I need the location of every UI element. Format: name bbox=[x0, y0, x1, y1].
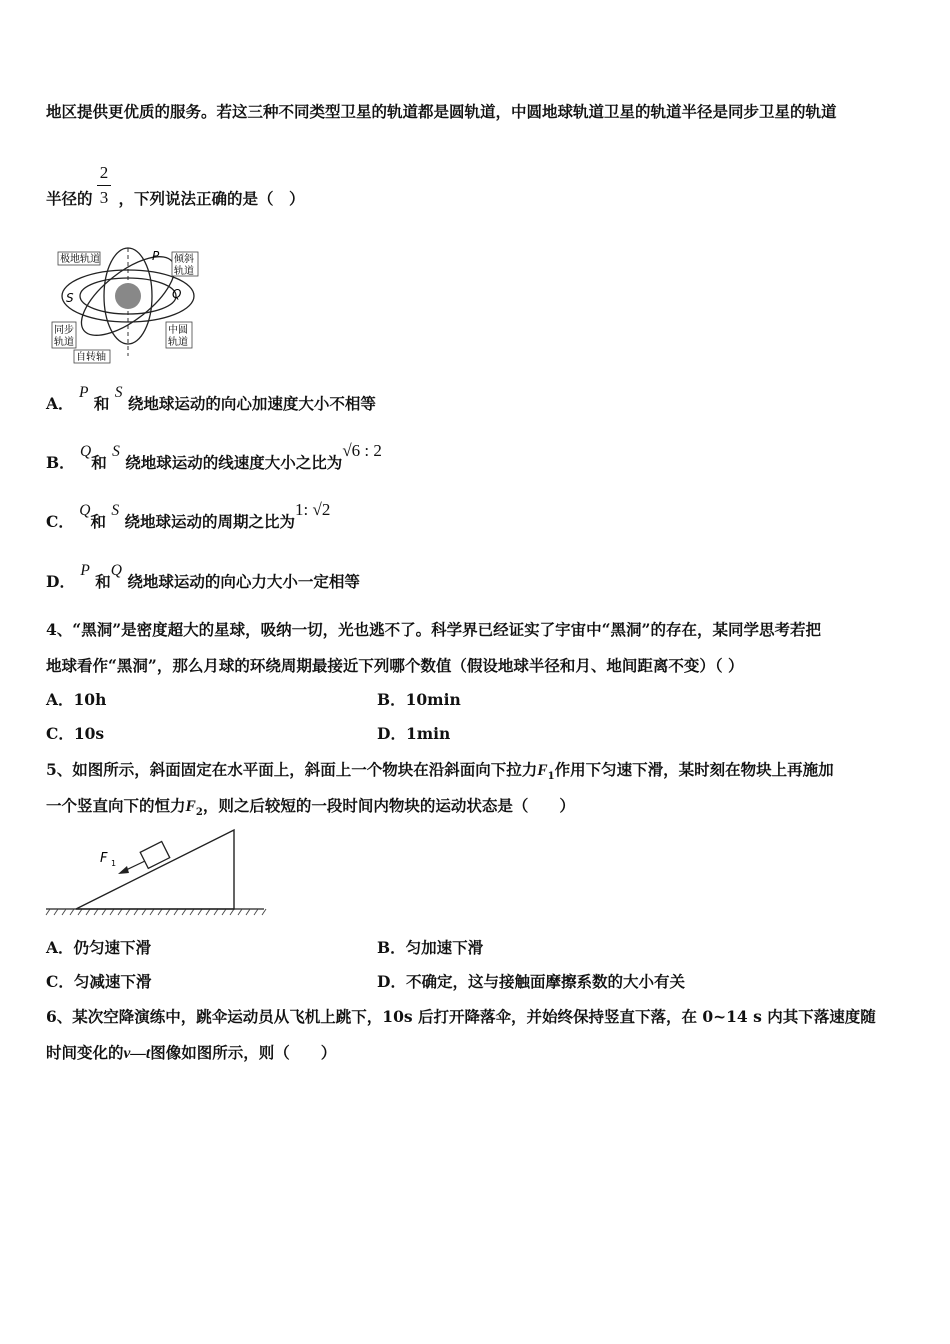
incline-surface bbox=[76, 830, 234, 909]
q3-option-a[interactable]: A． P 和 S 绕地球运动的向心加速度大小不相等 bbox=[46, 384, 376, 413]
svg-text:轨道: 轨道 bbox=[168, 337, 188, 348]
q4-line1: 4、“黑洞”是密度超大的星球，吸纳一切，光也逃不了。科学界已经证实了宇宙中“黑洞”的存在，某同学思考若把 bbox=[46, 620, 821, 639]
q5-line2: 一个竖直向下的恒力$F_2$，则之后较短的一段时间内物块的运动状态是（ ） bbox=[46, 796, 575, 819]
label-polar-orbit: 极地轨道 bbox=[60, 254, 100, 265]
q3-option-c[interactable]: C． Q和 S 绕地球运动的周期之比为1: √2 bbox=[46, 500, 331, 531]
q4-option-c[interactable]: C．10s bbox=[46, 724, 105, 743]
q5-option-d[interactable]: D．不确定，这与接触面摩擦系数的大小有关 bbox=[377, 972, 685, 991]
label-S: S bbox=[66, 291, 74, 305]
orbit-diagram bbox=[48, 246, 208, 366]
q3-option-b[interactable]: B． Q和 S 绕地球运动的线速度大小之比为√6 : 2 bbox=[46, 441, 382, 472]
label-P: P bbox=[152, 249, 160, 263]
q5-option-b[interactable]: B．匀加速下滑 bbox=[377, 938, 484, 957]
q4-option-a[interactable]: A．10h bbox=[46, 690, 107, 709]
q3-option-d[interactable]: D． P 和Q 绕地球运动的向心力大小一定相等 bbox=[46, 562, 360, 591]
force-label: F bbox=[100, 851, 108, 866]
label-inclined-orbit: 倾斜 bbox=[174, 254, 194, 265]
fraction-denominator: 3 bbox=[99, 188, 109, 207]
label-sync-orbit: 同步 bbox=[54, 325, 74, 336]
q5-option-c[interactable]: C．匀减速下滑 bbox=[46, 972, 152, 991]
q6-line2: 时间变化的v—t图像如图所示，则（ ） bbox=[46, 1043, 337, 1062]
q5-line1: 5、如图所示，斜面固定在水平面上，斜面上一个物块在沿斜面向下拉力$F_1$作用下匀速下滑，某时刻在物块上再施加 bbox=[46, 760, 834, 783]
force-label-subscript: 1 bbox=[111, 859, 117, 868]
q3-line2 bbox=[46, 189, 305, 209]
q3-line2-pre: 半径的 bbox=[46, 189, 93, 208]
incline-diagram bbox=[44, 826, 268, 918]
q3-line2-post: ，下列说法正确的是（ ） bbox=[118, 189, 305, 208]
q3-fraction bbox=[97, 163, 111, 208]
q4-line2: 地球看作“黑洞”，那么月球的环绕周期最接近下列哪个数值（假设地球半径和月、地间距离不变）（ ） bbox=[46, 656, 744, 675]
ground-hatch bbox=[46, 909, 266, 915]
q4-option-d[interactable]: D．1min bbox=[377, 724, 451, 743]
fraction-numerator: 2 bbox=[99, 163, 109, 182]
q3-line1: 地区提供更优质的服务。若这三种不同类型卫星的轨道都是圆轨道，中圆地球轨道卫星的轨道半径是同步卫星的轨道 bbox=[46, 102, 837, 121]
force-arrowhead bbox=[118, 866, 129, 874]
q6-line1: 6、某次空降演练中，跳伞运动员从飞机上跳下，10s 后打开降落伞，并始终保持竖直下落，在 0~14 s 内其下落速度随 bbox=[46, 1007, 876, 1026]
label-mid-orbit: 中圆 bbox=[168, 325, 188, 336]
q5-option-a[interactable]: A．仍匀速下滑 bbox=[46, 938, 152, 957]
svg-text:轨道: 轨道 bbox=[54, 337, 74, 348]
label-rotation-axis: 自转轴 bbox=[76, 352, 106, 363]
earth bbox=[115, 283, 141, 309]
label-Q: Q bbox=[172, 287, 182, 301]
q4-option-b[interactable]: B．10min bbox=[377, 690, 461, 709]
svg-text:轨道: 轨道 bbox=[174, 266, 194, 277]
